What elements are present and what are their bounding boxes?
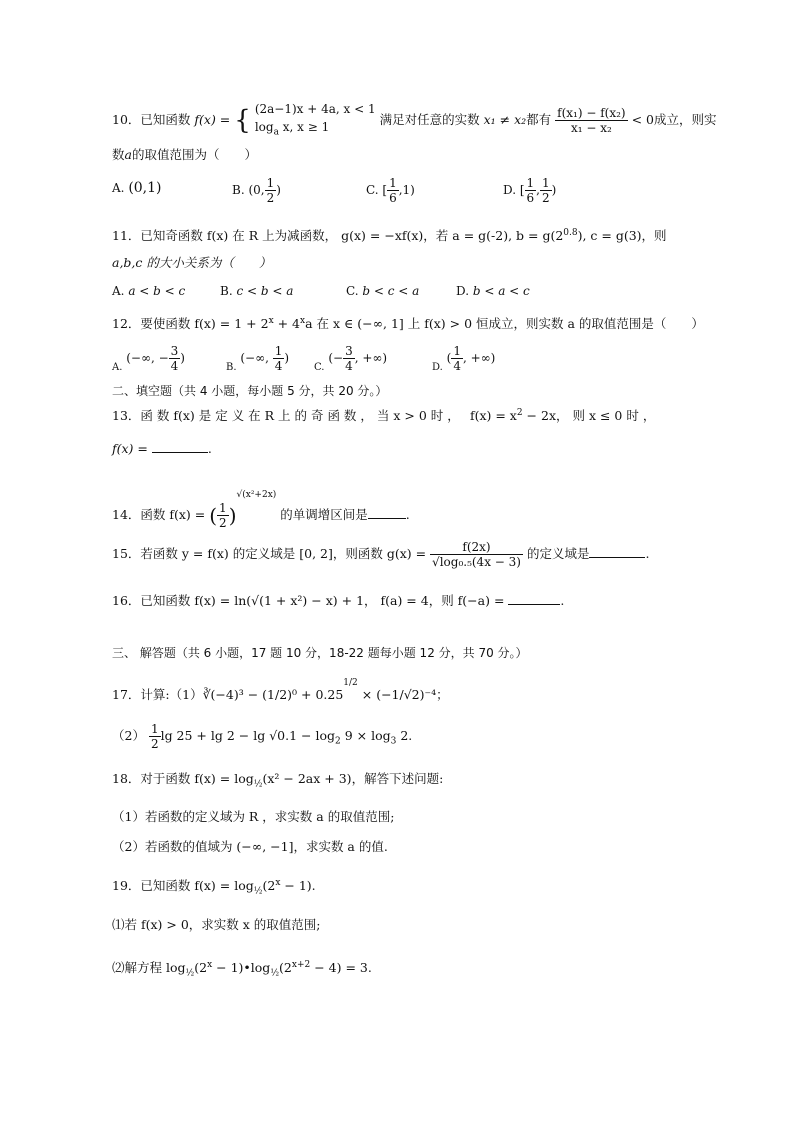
exponent: 0.8 bbox=[563, 228, 578, 238]
question-text: − 1). bbox=[280, 878, 316, 894]
log-base: 2 bbox=[335, 736, 341, 747]
option-label: C. bbox=[314, 362, 325, 373]
question-text: 的单调增区间是 bbox=[280, 507, 368, 522]
question-text: . bbox=[405, 507, 410, 522]
question-number: 16． bbox=[112, 593, 141, 608]
fraction-denominator: 2 bbox=[266, 191, 275, 205]
option-text: (− bbox=[328, 351, 344, 365]
expression: 9 × log bbox=[340, 728, 391, 743]
part-label: （2） bbox=[112, 728, 145, 743]
expression: × (−1/√2)⁻⁴ bbox=[357, 687, 437, 702]
question-number: 13． bbox=[112, 408, 141, 424]
option-text: , +∞) bbox=[354, 351, 388, 365]
option-text: , bbox=[536, 183, 540, 197]
inequality: < 0 bbox=[631, 112, 654, 128]
exponent: x bbox=[300, 316, 306, 326]
fraction bbox=[217, 501, 229, 530]
log-symbol: log bbox=[254, 120, 274, 134]
fraction-denominator: √log₀.₅(4x − 3) bbox=[432, 555, 521, 569]
option-text: a < b < c bbox=[128, 284, 186, 298]
option-label: B. bbox=[220, 284, 233, 298]
fraction bbox=[525, 176, 537, 205]
exponent: x+2 bbox=[291, 960, 311, 970]
fraction bbox=[273, 344, 285, 373]
question-text: 的定义域是 bbox=[526, 546, 590, 561]
exponent: 1/2 bbox=[343, 678, 358, 688]
question-number: 14． bbox=[112, 507, 141, 522]
question-text: (x² − 2ax + 3)，解答下述问题: bbox=[262, 771, 444, 786]
fraction-denominator: 4 bbox=[274, 359, 283, 373]
question-text: 满足对任意的实数 bbox=[379, 112, 480, 128]
answer-blank[interactable] bbox=[589, 545, 645, 558]
fraction-denominator: 4 bbox=[453, 359, 461, 373]
q11-option-b bbox=[220, 284, 293, 298]
exponent: x bbox=[207, 960, 213, 970]
answer-blank[interactable] bbox=[368, 506, 406, 519]
section-2-heading: 二、填空题（共 4 小题，每小题 5 分，共 20 分。） bbox=[112, 384, 388, 398]
fraction bbox=[265, 176, 277, 205]
log-base: ½ bbox=[185, 968, 195, 979]
option-text: ) bbox=[180, 351, 185, 365]
q12-option-c bbox=[314, 344, 387, 373]
question-text: 已知函数 bbox=[140, 112, 191, 128]
log-base: a bbox=[273, 127, 279, 138]
option-label: C. bbox=[366, 183, 379, 197]
option-text: b < c < a bbox=[362, 284, 420, 298]
option-text: c < b < a bbox=[236, 284, 294, 298]
question-18-part2: （2）若函数的值域为 (−∞, −1]，求实数 a 的值. bbox=[112, 839, 388, 854]
option-text: ) bbox=[551, 183, 557, 197]
fraction bbox=[430, 540, 523, 569]
question-17-part2 bbox=[112, 722, 412, 751]
q11-option-d bbox=[456, 284, 530, 298]
section-3-heading: 三、 解答题（共 6 小题，17 题 10 分，18-22 题每小题 12 分，共 70 分。） bbox=[112, 646, 528, 660]
fraction bbox=[149, 722, 161, 751]
question-13-line2 bbox=[112, 440, 212, 458]
q10-option-b bbox=[232, 176, 281, 205]
option-text: [ bbox=[519, 183, 525, 197]
exponent: x bbox=[268, 316, 274, 326]
q11-option-c bbox=[346, 284, 419, 298]
q12-option-d bbox=[432, 344, 495, 373]
question-text: 已知函数 f(x) = ln(√(1 + x²) − x) + 1， f(a) = 4，则 f(−a) = bbox=[140, 593, 505, 608]
question-number: 12． bbox=[112, 316, 141, 332]
fraction-numerator: 1 bbox=[274, 344, 283, 358]
question-text: ⑵解方程 log bbox=[112, 960, 186, 976]
option-text: ,1) bbox=[398, 183, 415, 197]
option-text: ) bbox=[284, 351, 290, 365]
condition: x₁ ≠ x₂ bbox=[483, 112, 527, 128]
question-text: a,b,c 的大小关系为（ ） bbox=[112, 255, 272, 270]
option-text: , +∞) bbox=[463, 351, 496, 365]
option-text: (0, bbox=[248, 183, 265, 197]
question-text: 计算:（1） bbox=[140, 687, 203, 702]
fraction-numerator: f(x₁) − f(x₂) bbox=[557, 106, 626, 121]
question-text: 的取值范围为（ ） bbox=[131, 147, 257, 162]
question-text: − 2x， 则 x ≤ 0 时 ， bbox=[522, 408, 656, 424]
expression: lg 25 + lg 2 − lg √0.1 − log bbox=[160, 728, 335, 743]
question-text: ； bbox=[436, 687, 449, 702]
paren-right: ) bbox=[228, 503, 237, 528]
fraction-numerator: 3 bbox=[170, 344, 179, 358]
option-text: ) bbox=[276, 183, 281, 197]
case-1: (2a−1)x + 4a, x < 1 bbox=[254, 102, 376, 116]
question-17 bbox=[112, 674, 449, 704]
expression: 2. bbox=[396, 728, 413, 743]
question-text: 函数 f(x) = bbox=[140, 507, 210, 522]
option-label: B. bbox=[226, 362, 237, 373]
question-text: ), c = g(3)，则 bbox=[577, 228, 667, 244]
exponent: 2 bbox=[516, 408, 523, 418]
question-number: 10． bbox=[112, 112, 141, 128]
fraction-numerator: 1 bbox=[526, 176, 535, 190]
case-2 bbox=[255, 118, 376, 141]
question-number: 19． bbox=[112, 878, 141, 894]
fraction-numerator: 1 bbox=[266, 176, 275, 190]
fraction-denominator: 4 bbox=[170, 359, 179, 373]
question-text: 数 bbox=[112, 147, 125, 162]
question-number: 17． bbox=[112, 687, 141, 702]
question-text: f(x) = bbox=[112, 441, 148, 456]
question-15 bbox=[112, 540, 649, 569]
q10-option-d bbox=[503, 176, 556, 205]
question-text: 对于函数 f(x) = log bbox=[140, 771, 254, 786]
question-number: 15． bbox=[112, 546, 141, 561]
question-12 bbox=[112, 312, 704, 333]
option-label: A. bbox=[112, 284, 125, 298]
function-name: f(x) = bbox=[194, 112, 231, 128]
question-text: . bbox=[560, 593, 565, 608]
case-2-rest: x, x ≥ 1 bbox=[278, 120, 330, 134]
fraction-numerator: 1 bbox=[219, 501, 227, 515]
question-text: 都有 bbox=[526, 112, 552, 128]
answer-blank[interactable] bbox=[152, 440, 208, 453]
expression: (2 bbox=[279, 960, 292, 976]
question-19-part2 bbox=[112, 956, 372, 983]
question-18 bbox=[112, 770, 443, 794]
fraction-numerator: 1 bbox=[389, 176, 397, 190]
q12-option-b bbox=[226, 344, 289, 373]
option-text: b < a < c bbox=[472, 284, 530, 298]
log-base: ½ bbox=[253, 779, 263, 790]
question-16 bbox=[112, 592, 564, 610]
fraction bbox=[343, 344, 355, 373]
fraction bbox=[451, 344, 463, 373]
fraction-numerator: f(2x) bbox=[430, 540, 523, 555]
question-18-part1: （1）若函数的定义域为 R ，求实数 a 的取值范围; bbox=[112, 809, 395, 824]
expression: (2 bbox=[194, 960, 208, 976]
question-text: 若函数 y = f(x) 的定义域是 [0, 2]，则函数 g(x) = bbox=[140, 546, 431, 561]
fraction bbox=[169, 344, 181, 373]
exponent: x bbox=[275, 878, 281, 888]
piecewise-brace: { bbox=[234, 105, 251, 136]
log-base: ½ bbox=[270, 968, 280, 979]
option-text: (−∞, − bbox=[126, 351, 169, 365]
fraction-denominator: 2 bbox=[219, 516, 227, 530]
question-text: (2 bbox=[262, 878, 276, 894]
question-number: 11． bbox=[112, 228, 141, 244]
question-text: 要使函数 f(x) = 1 + 2 bbox=[140, 316, 269, 332]
fraction bbox=[555, 106, 627, 135]
fraction-numerator: 1 bbox=[150, 722, 159, 736]
variable: a bbox=[124, 147, 132, 162]
option-text: (0,1) bbox=[128, 180, 162, 196]
piecewise-cases bbox=[255, 100, 376, 141]
question-text: 已知奇函数 f(x) 在 R 上为减函数， g(x) = −xf(x)，若 a = g(-2), b = g(2 bbox=[140, 228, 564, 244]
q11-option-a bbox=[112, 284, 185, 298]
log-base: ½ bbox=[253, 886, 263, 897]
question-19 bbox=[112, 874, 316, 901]
question-text: a 在 x ∈ (−∞, 1] 上 f(x) > 0 恒成立，则实数 a 的取值范围是（ ） bbox=[305, 316, 704, 332]
expression: − 4) = 3. bbox=[310, 960, 372, 976]
option-label: D. bbox=[432, 362, 443, 373]
question-text: 成立，则实 bbox=[653, 112, 717, 128]
question-10-line2 bbox=[112, 146, 257, 164]
question-text: . bbox=[645, 546, 650, 561]
answer-blank[interactable] bbox=[508, 592, 560, 605]
log-base: 3 bbox=[390, 736, 397, 747]
question-13 bbox=[112, 404, 655, 425]
q10-option-c bbox=[366, 176, 415, 205]
question-19-part1: ⑴若 f(x) > 0，求实数 x 的取值范围; bbox=[112, 917, 321, 932]
expression: ∛(−4)³ − (1/2)⁰ + 0.25 bbox=[202, 687, 344, 702]
question-text: 已知函数 f(x) = log bbox=[140, 878, 254, 894]
fraction bbox=[387, 176, 399, 205]
paren-left: ( bbox=[209, 503, 218, 528]
fraction-denominator: 6 bbox=[526, 191, 535, 205]
fraction-denominator: 2 bbox=[542, 191, 550, 205]
question-14 bbox=[112, 486, 410, 530]
question-10 bbox=[112, 100, 717, 141]
question-text: + 4 bbox=[273, 316, 301, 332]
option-label: B. bbox=[232, 183, 245, 197]
option-text: (−∞, bbox=[240, 351, 273, 365]
question-number: 18． bbox=[112, 771, 141, 786]
q10-option-a bbox=[112, 180, 162, 196]
question-11 bbox=[112, 224, 667, 245]
option-text: [ bbox=[382, 183, 388, 197]
expression: − 1)•log bbox=[212, 960, 271, 976]
option-text: ( bbox=[446, 351, 452, 365]
option-label: A. bbox=[112, 181, 125, 195]
option-label: D. bbox=[456, 284, 470, 298]
fraction-denominator: 2 bbox=[150, 737, 159, 751]
fraction-numerator: 1 bbox=[453, 344, 461, 358]
exponent: √(x²+2x) bbox=[236, 490, 277, 500]
fraction-numerator: 1 bbox=[542, 176, 550, 190]
fraction-denominator: x₁ − x₂ bbox=[570, 121, 612, 136]
option-label: A. bbox=[112, 362, 123, 373]
question-text: 函 数 f(x) 是 定 义 在 R 上 的 奇 函 数 ， 当 x > 0 时 ， f(x) = x bbox=[140, 408, 517, 424]
option-label: C. bbox=[346, 284, 359, 298]
option-label: D. bbox=[503, 183, 517, 197]
fraction bbox=[540, 176, 552, 205]
fraction-denominator: 6 bbox=[389, 191, 397, 205]
fraction-denominator: 4 bbox=[345, 359, 353, 373]
question-11-line2 bbox=[112, 254, 271, 272]
question-text: . bbox=[207, 441, 212, 456]
fraction-numerator: 3 bbox=[345, 344, 353, 358]
q12-option-a bbox=[112, 344, 185, 373]
